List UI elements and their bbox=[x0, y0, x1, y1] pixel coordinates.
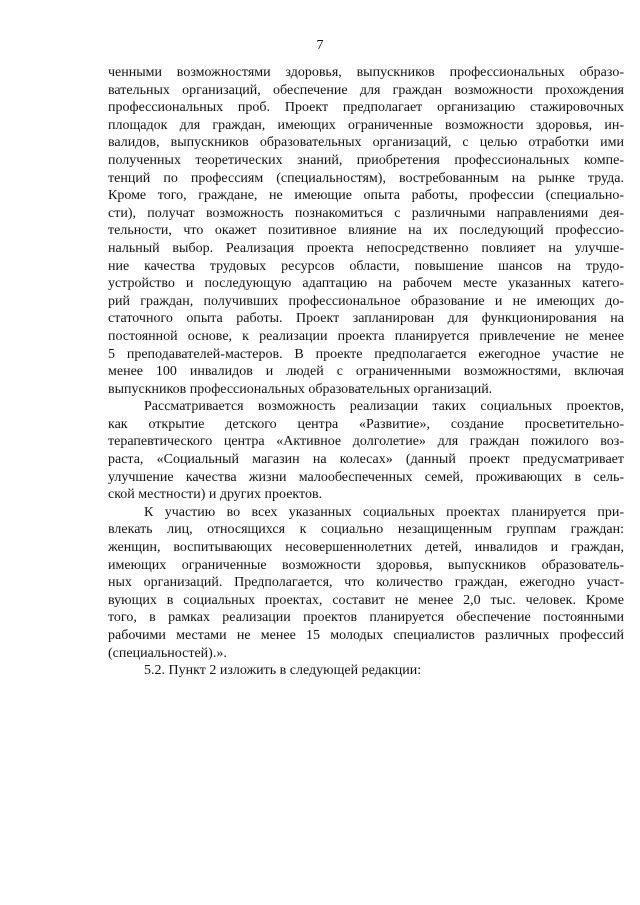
text-line: валидов, выпускников образовательных организаций, с целью отработки ими bbox=[108, 135, 624, 151]
body-text bbox=[108, 64, 624, 680]
text-line: улучшение качества жизни малообеспеченных семей, проживающих в сель- bbox=[108, 469, 624, 485]
text-line: (специальностей).». bbox=[108, 645, 227, 661]
text-line: ченными возможностями здоровья, выпускников профессиональных образо- bbox=[108, 65, 624, 80]
text-line: 5.2. Пункт 2 изложить в следующей редакции: bbox=[144, 663, 422, 679]
text-line: выпускников профессиональных образовательных организаций. bbox=[108, 381, 493, 397]
paragraph bbox=[108, 398, 624, 504]
text-line: имеющих ограниченные возможности здоровья, выпускников образователь- bbox=[108, 557, 624, 573]
text-line: Рассматривается возможность реализации таких социальных проектов, bbox=[144, 399, 624, 415]
text-line: женщин, воспитывающих несовершеннолетних детей, инвалидов и граждан, bbox=[108, 540, 624, 556]
text-line: менее 100 инвалидов и людей с ограниченными возможностями, включая bbox=[108, 364, 624, 380]
paragraph bbox=[108, 504, 624, 662]
text-line: того, в рамках реализации проектов планируется обеспечение постоянными bbox=[108, 610, 624, 626]
text-line: статочного опыта работы. Проект запланирован для функционирования на bbox=[108, 311, 624, 327]
text-line: нальный выбор. Реализация проекта непосредственно повлияет на улучше- bbox=[108, 240, 624, 256]
text-line: полученных теоретических знаний, приобретения профессиональных компе- bbox=[108, 152, 624, 168]
text-line: раста, «Социальный магазин на колесах» (данный проект предусматривает bbox=[108, 452, 624, 468]
text-line: ние качества трудовых ресурсов области, повышение шансов на трудо- bbox=[108, 258, 624, 274]
text-line: площадок для граждан, имеющих ограниченные возможности здоровья, ин- bbox=[108, 117, 624, 133]
text-line: К участию во всех указанных социальных проектах планируется при- bbox=[144, 504, 624, 520]
text-line: рий граждан, получивших профессиональное образование и не имеющих до- bbox=[108, 293, 624, 309]
text-line: 5 преподавателей-мастеров. В проекте предполагается ежегодное участие не bbox=[108, 346, 624, 362]
text-line: постоянной основе, к реализации проекта планируется привлечение не менее bbox=[108, 328, 624, 344]
text-line: терапевтического центра «Активное долголетие» для граждан пожилого воз- bbox=[108, 434, 624, 450]
page-number: 7 bbox=[316, 38, 324, 53]
text-line: ской местности) и других проектов. bbox=[108, 487, 323, 503]
text-line: устройство и последующую адаптацию на рабочем месте указанных катего- bbox=[108, 276, 624, 292]
paragraph bbox=[108, 662, 624, 680]
text-line: рабочими местами не менее 15 молодых специалистов различных профессий bbox=[108, 628, 624, 643]
text-line: профессиональных проб. Проект предполагает организацию стажировочных bbox=[108, 100, 624, 116]
text-line: вательных организаций, обеспечение для граждан возможности прохождения bbox=[108, 82, 624, 98]
paragraph bbox=[108, 64, 624, 398]
text-line: сти), получат возможность познакомиться с различными направлениями дея- bbox=[108, 205, 624, 221]
text-line: Кроме того, граждане, не имеющие опыта работы, профессии (специально- bbox=[108, 188, 624, 204]
text-line: тенций по профессиям (специальностям), востребованным на рынке труда. bbox=[108, 170, 624, 186]
text-line: влекать лиц, относящихся к социально незащищенным группам граждан: bbox=[108, 522, 624, 538]
text-line: тельности, что окажет позитивное влияние на их последующий профессио- bbox=[108, 223, 624, 239]
text-line: как открытие детского центра «Развитие», создание просветительно- bbox=[108, 416, 624, 432]
text-line: ных организаций. Предполагается, что количество граждан, ежегодно участ- bbox=[108, 575, 624, 591]
text-line: вующих в социальных проектах, составит не менее 2,0 тыс. человек. Кроме bbox=[108, 592, 624, 608]
